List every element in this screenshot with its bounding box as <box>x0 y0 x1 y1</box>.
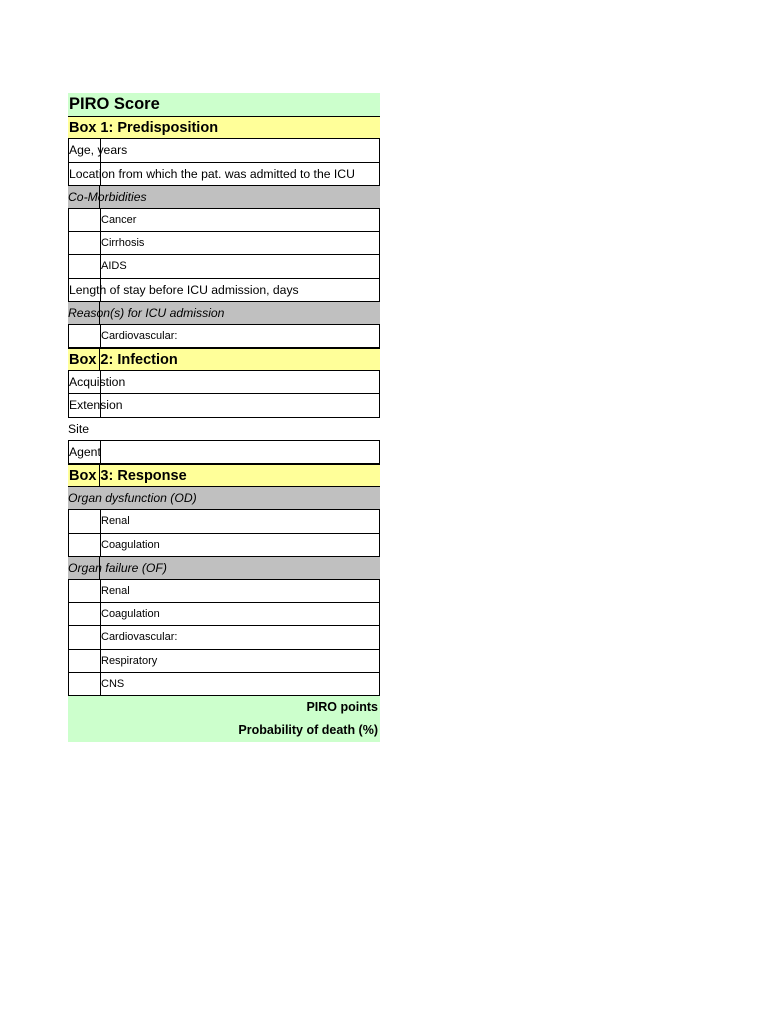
acquisition-label: Acquistion <box>69 375 126 390</box>
od-renal-label: Renal <box>101 515 130 528</box>
box1-header <box>68 116 380 139</box>
comorbidity-cancer-label: Cancer <box>101 213 137 226</box>
of-respiratory-label: Respiratory <box>101 654 158 667</box>
age-row[interactable] <box>68 139 380 162</box>
of-cardiovascular-row[interactable] <box>68 626 380 649</box>
box3-header <box>68 464 380 487</box>
of-cardiovascular-label: Cardiovascular: <box>101 631 178 644</box>
agent-label: Agent <box>69 444 101 459</box>
comorbidities-label: Co-Morbidities <box>68 189 147 204</box>
of-cns-label: CNS <box>101 677 125 690</box>
piro-points-label: PIRO points <box>306 699 378 714</box>
box3-title: Box 3: Response <box>69 468 187 484</box>
agent-row[interactable] <box>68 441 380 464</box>
extension-label: Extension <box>69 398 123 413</box>
piro-points-row <box>68 696 380 719</box>
piro-score-sheet <box>68 93 380 742</box>
probability-label: Probability of death (%) <box>238 723 378 738</box>
od-coagulation-row[interactable] <box>68 534 380 557</box>
comorbidity-aids-row[interactable] <box>68 255 380 278</box>
comorbidity-cancer-row[interactable] <box>68 209 380 232</box>
acquisition-row[interactable] <box>68 371 380 394</box>
of-respiratory-row[interactable] <box>68 650 380 673</box>
location-label: Location from which the pat. was admitted to the ICU <box>69 166 355 181</box>
reason-cardiovascular-label: Cardiovascular: <box>101 329 178 342</box>
organ-dysfunction-label: Organ dysfunction (OD) <box>68 491 197 506</box>
comorbidities-category <box>68 186 380 209</box>
site-label: Site <box>68 421 90 436</box>
location-row[interactable] <box>68 163 380 186</box>
sheet-title: PIRO Score <box>69 95 160 113</box>
reason-cardiovascular-row[interactable] <box>68 325 380 348</box>
extension-row[interactable] <box>68 394 380 417</box>
box1-title: Box 1: Predisposition <box>69 120 219 137</box>
age-label: Age, years <box>69 143 128 158</box>
length-of-stay-label: Length of stay before ICU admission, days <box>69 282 299 297</box>
of-renal-label: Renal <box>101 584 130 597</box>
probability-row <box>68 719 380 742</box>
of-renal-row[interactable] <box>68 580 380 603</box>
comorbidity-cirrhosis-label: Cirrhosis <box>101 237 145 250</box>
reasons-category <box>68 302 380 325</box>
od-renal-row[interactable] <box>68 510 380 533</box>
reasons-label: Reason(s) for ICU admission <box>68 305 225 320</box>
od-coagulation-label: Coagulation <box>101 538 160 551</box>
site-row[interactable] <box>68 418 380 441</box>
organ-dysfunction-category <box>68 487 380 510</box>
box2-title: Box 2: Infection <box>69 352 178 369</box>
of-cns-row[interactable] <box>68 673 380 696</box>
comorbidity-aids-label: AIDS <box>101 260 127 273</box>
organ-failure-category <box>68 557 380 580</box>
organ-failure-label: Organ failure (OF) <box>68 560 167 575</box>
of-coagulation-row[interactable] <box>68 603 380 626</box>
of-coagulation-label: Coagulation <box>101 608 160 621</box>
sheet-title-row <box>68 93 380 116</box>
length-of-stay-row[interactable] <box>68 279 380 302</box>
comorbidity-cirrhosis-row[interactable] <box>68 232 380 255</box>
box2-header <box>68 348 380 371</box>
